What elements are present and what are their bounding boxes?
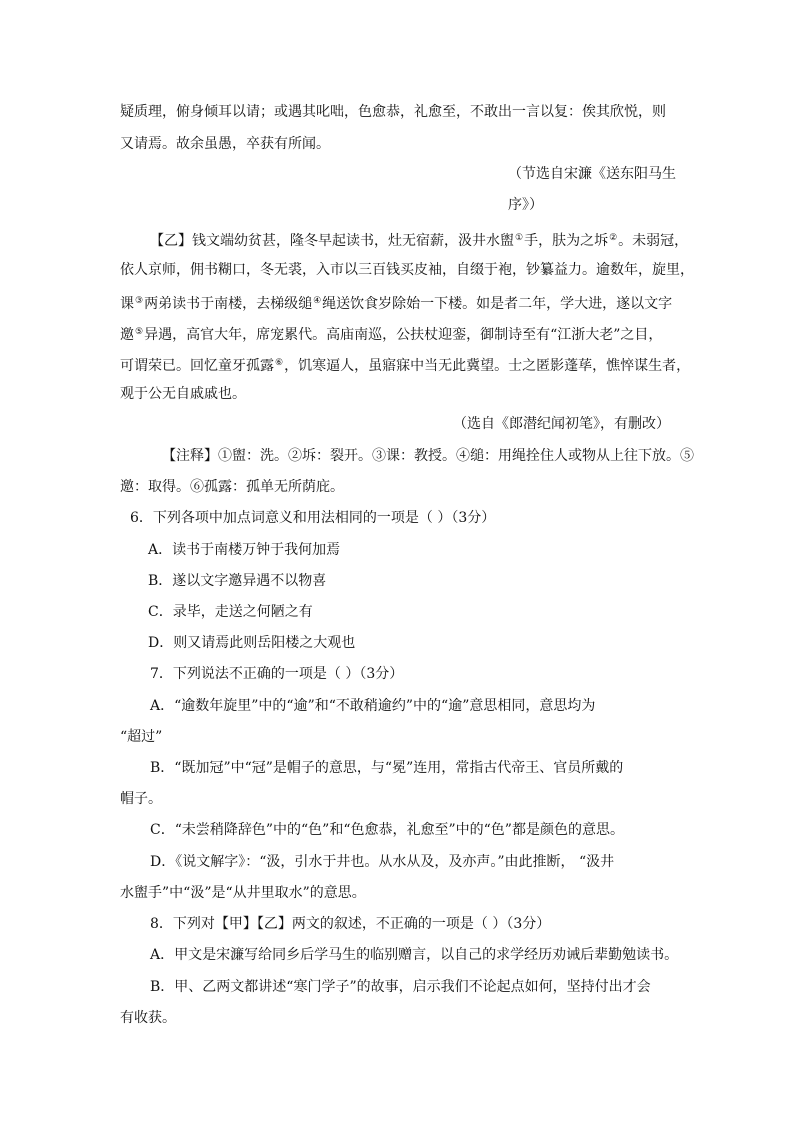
question-8-option-a: A．甲文是宋濂写给同乡后学马生的临别赠言，以自己的求学经历劝诫后辈勤勉读书。 <box>150 947 679 963</box>
footnote-marker: ① <box>515 233 524 243</box>
question-6-option-b: B．遂以文字邀异遇不以物喜 <box>148 573 327 589</box>
passage-b-text: 手，肤为之坼 <box>524 233 609 249</box>
question-7-option-a-cont: “超过” <box>120 729 163 745</box>
question-7-option-c: C．“未尝稍降辞色”中的“色”和“色愈恭，礼愈至”中的“色”都是颜色的意思。 <box>150 822 624 838</box>
passage-b-line <box>120 291 672 311</box>
question-6-option-d: D．则又请焉此则岳阳楼之大观也 <box>148 635 356 651</box>
question-7-stem: 7．下列说法不正确的一项是（ ）（3分） <box>150 666 404 682</box>
question-7-option-d-cont: 水盥手”中“汲”是“从井里取水”的意思。 <box>120 885 366 901</box>
passage-b-line <box>120 353 690 373</box>
passage-b-line <box>120 322 662 342</box>
annotation-line: 【注释】①盥：洗。②坼：裂开。③课：教授。④缒：用绳拴住人或物从上往下放。⑤ <box>162 448 694 464</box>
passage-b-line: 观于公无自戚戚也。 <box>120 386 246 402</box>
question-7-option-b-cont: 帽子。 <box>120 791 162 807</box>
question-8-stem: 8．下列对【甲】【乙】两文的叙述，不正确的一项是（ ）（3分） <box>150 916 551 932</box>
passage-b-text: 课 <box>120 296 134 312</box>
passage-b-text: 【乙】钱文端幼贫甚，隆冬早起读书，灶无宿薪，汲井水盥 <box>150 233 514 249</box>
passage-b-line: 依人京师，佣书糊口，冬无裘，入市以三百钱买皮袖，自缀于袍，钞纂益力。逾数年，旋里， <box>120 262 694 278</box>
passage-a-source: 序》） <box>508 197 543 213</box>
passage-b-text: 两弟读书于南楼，去梯级缒 <box>144 296 313 312</box>
passage-a-line: 又请焉。故余虽愚，卒获有所闻。 <box>120 136 330 152</box>
passage-b-text: ，饥寒逼人，虽寤寐中当无此冀望。士之匿影蓬荜，憔悴谋生者， <box>284 358 691 374</box>
passage-b-text: 可谓荣已。回忆童牙孤露 <box>120 358 274 374</box>
passage-b-text: 邀 <box>120 327 134 343</box>
passage-a-source: （节选自宋濂《送东阳马生 <box>508 166 676 182</box>
passage-b-text: 异遇，高官大年，席宠累代。高庙南巡，公扶杖迎銮，御制诗至有“江浙大老”之目， <box>144 327 663 343</box>
footnote-marker: ④ <box>313 296 322 306</box>
passage-a-line: 疑质理，俯身倾耳以请；或遇其叱咄，色愈恭，礼愈至，不敢出一言以复：俟其欣悦，则 <box>120 104 666 120</box>
question-6-option-c: C．录毕，走送之何陋之有 <box>148 604 313 620</box>
question-8-option-b: B．甲、乙两文都讲述“寒门学子”的故事，启示我们不论起点如何，坚持付出才会 <box>150 979 651 995</box>
question-7-option-d: D．《说文解字》：“汲，引水于井也。从水从及，及亦声。”由此推断， “汲井 <box>150 854 615 870</box>
question-7-option-a: A．“逾数年旋里”中的“逾”和“不敢稍逾约”中的“逾”意思相同，意思均为 <box>150 698 596 714</box>
question-8-option-b-cont: 有收获。 <box>120 1010 176 1026</box>
footnote-marker: ⑤ <box>135 327 144 337</box>
passage-b-source: （选自《郎潜纪闻初笔》，有删改） <box>453 416 670 432</box>
question-6-stem: 6．下列各项中加点词意义和用法相同的一项是（ ）（3分） <box>130 510 496 526</box>
passage-b-text: 绳送饮食岁除始一下楼。如是者二年，学大进，遂以文字 <box>322 296 673 312</box>
question-6-option-a: A．读书于南楼万钟于我何加焉 <box>148 542 341 558</box>
footnote-marker: ② <box>609 233 618 243</box>
annotation-line: 邀：取得。⑥孤露：孤单无所荫庇。 <box>120 479 344 495</box>
footnote-marker: ⑥ <box>275 358 284 368</box>
passage-b-line <box>150 228 688 248</box>
question-7-option-b: B．“既加冠”中“冠”是帽子的意思，与“冕”连用，常指古代帝王、官员所戴的 <box>150 760 624 776</box>
passage-b-text: 。未弱冠， <box>618 233 689 249</box>
footnote-marker: ③ <box>135 296 144 306</box>
